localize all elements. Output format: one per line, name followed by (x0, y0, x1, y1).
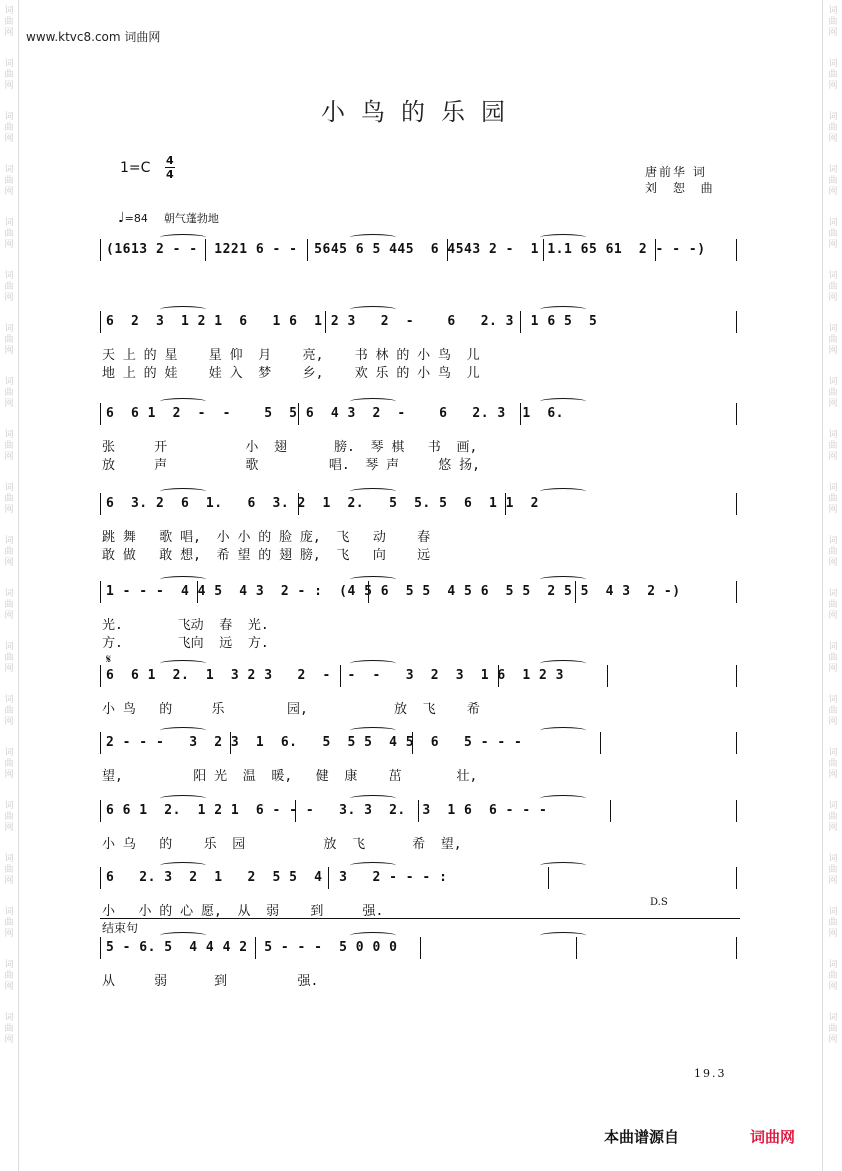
watermark-mark: 词曲网 (828, 695, 838, 727)
barline (295, 800, 296, 822)
barline (100, 800, 101, 822)
barline (736, 311, 737, 333)
slur (350, 727, 396, 734)
barline (575, 581, 576, 603)
note-row: 1 - - - 4 4 5 4 3 2 - : (4 5 6 5 5 4 5 6 5 5 2 5 5 4 3 2 -) (106, 584, 681, 599)
watermark-mark: 词曲网 (4, 483, 14, 515)
slur (540, 932, 586, 939)
slur (350, 306, 396, 313)
tempo-marking (118, 210, 219, 226)
ds-marking: D.S (650, 897, 668, 908)
tempo-value: =84 (124, 212, 148, 225)
barline (736, 937, 737, 959)
key-signature: 1=C (120, 160, 151, 176)
barline (548, 867, 549, 889)
slur (160, 398, 206, 405)
expression-text: 朝气蓬勃地 (163, 212, 219, 225)
barline (100, 665, 101, 687)
watermark-mark: 词曲网 (4, 536, 14, 568)
note-row: 6 2. 3 2 1 2 5 5 4 3 2 - - - : (106, 870, 448, 885)
watermark-mark: 词曲网 (828, 377, 838, 409)
slur (160, 488, 206, 495)
slur (160, 234, 206, 241)
watermark-mark: 词曲网 (4, 907, 14, 939)
barline (307, 239, 308, 261)
slur (160, 727, 206, 734)
slur (540, 576, 586, 583)
barline (298, 493, 299, 515)
barline (520, 311, 521, 333)
watermark-mark: 词曲网 (828, 59, 838, 91)
barline (736, 665, 737, 687)
barline (100, 937, 101, 959)
note-row: 6 2 3 1 2 1 6 1 6 1 2 3 2 - 6 2. 3 1 6 5 5 (106, 314, 598, 329)
barline (736, 493, 737, 515)
slur (160, 660, 206, 667)
ending-bracket (100, 918, 740, 919)
footer-source-text: 本曲谱源自 (604, 1128, 680, 1146)
watermark-mark: 词曲网 (828, 801, 838, 833)
barline (576, 937, 577, 959)
slur (160, 932, 206, 939)
slur (540, 795, 586, 802)
barline (736, 403, 737, 425)
slur (540, 398, 586, 405)
note-row: 6 6 1 2. 1 3 2 3 2 - - - 3 2 3 1 6 1 2 3 (106, 668, 564, 683)
watermark-mark: 词曲网 (4, 377, 14, 409)
barline (325, 311, 326, 333)
watermark-mark: 词曲网 (4, 112, 14, 144)
barline (328, 867, 329, 889)
barline (340, 665, 341, 687)
note-row: 6 3. 2 6 1. 6 3. 2 1 2. 5 5. 5 6 1 1 2 (106, 496, 539, 511)
barline (736, 732, 737, 754)
slur (350, 795, 396, 802)
watermark-mark: 词曲网 (4, 218, 14, 250)
lyric-row: 方. 飞向 远 方. (102, 636, 269, 651)
barline (412, 732, 413, 754)
ending-label: 结束句 (102, 921, 139, 935)
watermark-mark: 词曲网 (4, 165, 14, 197)
barline (655, 239, 656, 261)
barline (100, 239, 101, 261)
barline (736, 239, 737, 261)
slur (160, 862, 206, 869)
watermark-mark: 词曲网 (828, 6, 838, 38)
barline (498, 665, 499, 687)
watermark-mark: 词曲网 (4, 801, 14, 833)
right-watermark-strip (824, 0, 842, 1171)
slur (540, 488, 586, 495)
slur (350, 932, 396, 939)
watermark-mark: 词曲网 (828, 324, 838, 356)
slur (350, 862, 396, 869)
note-row: (1613 2 - - 1221 6 - - 5645 6 5 445 6 4543 2 - 1 1.1 65 61 2 - - -) (106, 242, 706, 257)
lyric-row: 光. 飞动 春 光. (102, 618, 269, 633)
lyric-row: 敢 做 敢 想, 希 望 的 翅 膀, 飞 向 远 (102, 548, 431, 563)
barline (520, 403, 521, 425)
slur (160, 795, 206, 802)
watermark-mark: 词曲网 (4, 1013, 14, 1045)
lyricist-credit: 唐前华 词 (645, 165, 707, 179)
watermark-mark: 词曲网 (828, 536, 838, 568)
barline (543, 239, 544, 261)
watermark-mark: 词曲网 (4, 430, 14, 462)
slur (540, 862, 586, 869)
barline (736, 581, 737, 603)
watermark-mark: 词曲网 (4, 695, 14, 727)
barline (607, 665, 608, 687)
barline (447, 239, 448, 261)
barline (230, 732, 231, 754)
note-row: 6 6 1 2 - - 5 5 6 4 3 2 - 6 2. 3 1 6. (106, 406, 564, 421)
quarter-note-icon: ♩ (118, 210, 125, 226)
note-row: 5 - 6. 5 4 4 4 2 5 - - - 5 0 0 0 (106, 940, 398, 955)
page-number: 19.3 (694, 1067, 727, 1080)
lyric-row: 地 上 的 娃 娃 入 梦 乡, 欢 乐 的 小 鸟 儿 (102, 366, 480, 381)
footer-brand-link[interactable]: 词曲网 (750, 1128, 796, 1146)
slur (350, 576, 396, 583)
lyric-row: 望, 阳 光 温 暖, 健 康 茁 壮, (102, 769, 478, 784)
barline (610, 800, 611, 822)
lyric-row: 放 声 歌 唱. 琴 声 悠 扬, (102, 458, 480, 473)
barline (736, 800, 737, 822)
song-title: 小鸟的乐园 (321, 98, 521, 126)
watermark-mark: 词曲网 (4, 6, 14, 38)
site-header[interactable]: www.ktvc8.com 词曲网 (26, 30, 161, 44)
barline (600, 732, 601, 754)
watermark-mark: 词曲网 (828, 218, 838, 250)
slur (540, 660, 586, 667)
slur (540, 727, 586, 734)
left-watermark-strip (0, 0, 18, 1171)
watermark-mark: 词曲网 (828, 271, 838, 303)
lyric-row: 天 上 的 星 星 仰 月 亮, 书 林 的 小 鸟 儿 (102, 348, 480, 363)
watermark-mark: 词曲网 (4, 642, 14, 674)
watermark-mark: 词曲网 (4, 59, 14, 91)
barline (100, 732, 101, 754)
lyric-row: 小 鸟 的 乐 园, 放 飞 希 (102, 702, 480, 717)
watermark-mark: 词曲网 (828, 430, 838, 462)
watermark-mark: 词曲网 (4, 960, 14, 992)
watermark-mark: 词曲网 (828, 165, 838, 197)
slur (350, 488, 396, 495)
watermark-mark: 词曲网 (828, 112, 838, 144)
lyric-row: 小 乌 的 乐 园 放 飞 希 望, (102, 837, 462, 852)
watermark-mark: 词曲网 (4, 748, 14, 780)
lyric-row: 张 开 小 翅 膀. 琴 棋 书 画, (102, 440, 478, 455)
slur (160, 306, 206, 313)
slur (540, 306, 586, 313)
slur (540, 234, 586, 241)
time-signature (165, 154, 175, 181)
left-edge-line (18, 0, 19, 1171)
barline (368, 581, 369, 603)
slur (350, 398, 396, 405)
composer-credit: 刘 恕 曲 (645, 181, 719, 195)
watermark-mark: 词曲网 (4, 324, 14, 356)
barline (298, 403, 299, 425)
slur (160, 576, 206, 583)
barline (505, 493, 506, 515)
watermark-mark: 词曲网 (828, 960, 838, 992)
slur (350, 234, 396, 241)
barline (205, 239, 206, 261)
barline (255, 937, 256, 959)
watermark-mark: 词曲网 (828, 642, 838, 674)
watermark-mark: 词曲网 (828, 589, 838, 621)
watermark-mark: 词曲网 (828, 483, 838, 515)
lyric-row: 从 弱 到 强. (102, 974, 319, 989)
meter-bottom: 4 (166, 168, 174, 181)
lyric-row: 小 小 的 心 愿, 从 弱 到 强. (102, 904, 384, 919)
slur (350, 660, 396, 667)
barline (100, 867, 101, 889)
watermark-mark: 词曲网 (4, 854, 14, 886)
meter-top: 4 (166, 154, 174, 167)
watermark-mark: 词曲网 (4, 271, 14, 303)
barline (100, 311, 101, 333)
watermark-mark: 词曲网 (828, 748, 838, 780)
barline (420, 937, 421, 959)
barline (100, 493, 101, 515)
barline (100, 403, 101, 425)
barline (197, 581, 198, 603)
note-row: 2 - - - 3 2 3 1 6. 5 5 5 4 5 6 5 - - - (106, 735, 523, 750)
note-row: 6 6 1 2. 1 2 1 6 - - - 3. 3 2. 3 1 6 6 - - - (106, 803, 548, 818)
watermark-mark: 词曲网 (828, 1013, 838, 1045)
watermark-mark: 词曲网 (4, 589, 14, 621)
watermark-mark: 词曲网 (828, 854, 838, 886)
barline (100, 581, 101, 603)
lyric-row: 跳 舞 歌 唱, 小 小 的 脸 庞, 飞 动 春 (102, 530, 431, 545)
segno-sign: 𝄋 (106, 652, 112, 666)
barline (418, 800, 419, 822)
watermark-mark: 词曲网 (828, 907, 838, 939)
right-edge-line (822, 0, 823, 1171)
barline (736, 867, 737, 889)
